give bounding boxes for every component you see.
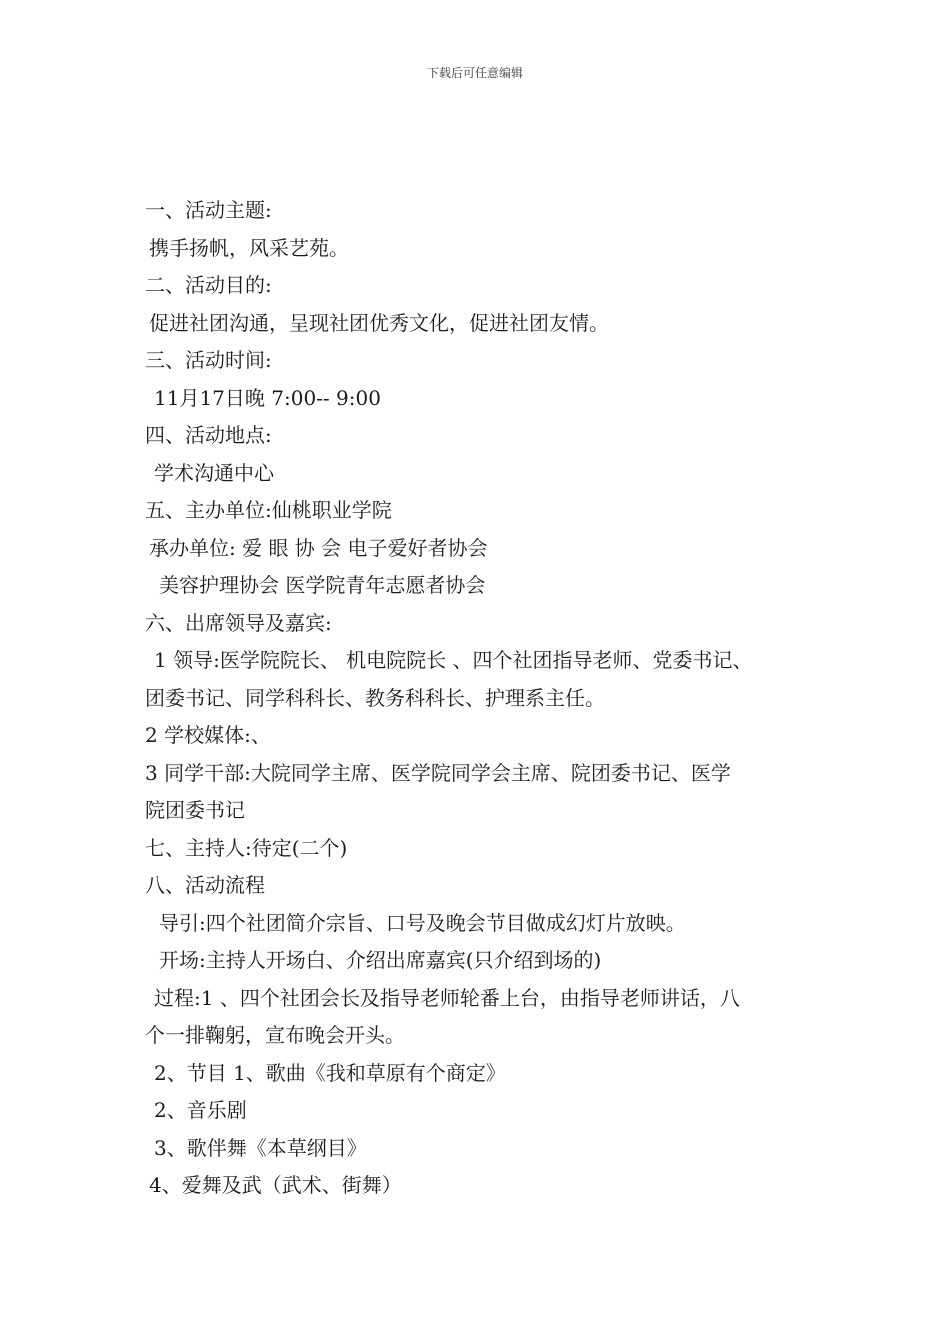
- text-line: 美容护理协会 医学院青年志愿者协会: [159, 573, 486, 597]
- text-line: 承办单位: 爱 眼 协 会 电子爱好者协会: [149, 535, 488, 560]
- text-line: 开场:主持人开场白、介绍出席嘉宾(只介绍到场的): [159, 948, 602, 972]
- text-line: 2 学校媒体:、: [145, 723, 271, 747]
- text-line: 个一排鞠躬，宣布晚会开头。: [145, 1023, 405, 1047]
- text-line: 学术沟通中心: [154, 460, 274, 485]
- text-line: 3 同学干部:大院同学主席、医学院同学会主席、院团委书记、医学: [145, 760, 731, 785]
- text-line: 促进社团沟通，呈现社团优秀文化，促进社团友情。: [149, 310, 609, 335]
- text-line: 二、活动目的:: [145, 273, 272, 297]
- text-line: 过程:1 、四个社团会长及指导老师轮番上台，由指导老师讲话，八: [154, 985, 740, 1010]
- text-line: 七、主持人:待定(二个): [145, 835, 348, 860]
- text-line: 11月17日晚 7:00-- 9:00: [154, 385, 381, 410]
- text-line: 八、活动流程: [145, 873, 265, 897]
- text-line: 五、主办单位:仙桃职业学院: [145, 498, 392, 522]
- text-line: 团委书记、同学科科长、教务科科长、护理系主任。: [145, 685, 605, 710]
- document-body: [145, 192, 835, 1205]
- page-header: 下载后可任意编辑: [426, 66, 523, 80]
- text-line: 携手扬帆，风采艺苑。: [149, 235, 349, 260]
- text-line: 六、出席领导及嘉宾:: [145, 610, 332, 635]
- text-line: 3、歌伴舞《本草纲目》: [154, 1135, 367, 1160]
- text-line: 三、活动时间:: [145, 348, 272, 372]
- text-line: 一、活动主题:: [145, 198, 272, 222]
- text-line: 4、爱舞及武（武术、街舞）: [149, 1173, 402, 1197]
- text-line: 2、节目 1、歌曲《我和草原有个商定》: [154, 1060, 506, 1085]
- text-line: 导引:四个社团简介宗旨、口号及晚会节目做成幻灯片放映。: [159, 910, 686, 935]
- text-line: 2、音乐剧: [154, 1098, 247, 1122]
- text-line: 1 领导:医学院院长、 机电院院长 、四个社团指导老师、党委书记、: [154, 648, 753, 672]
- text-line: 四、活动地点:: [145, 423, 272, 447]
- text-line: 院团委书记: [145, 798, 245, 822]
